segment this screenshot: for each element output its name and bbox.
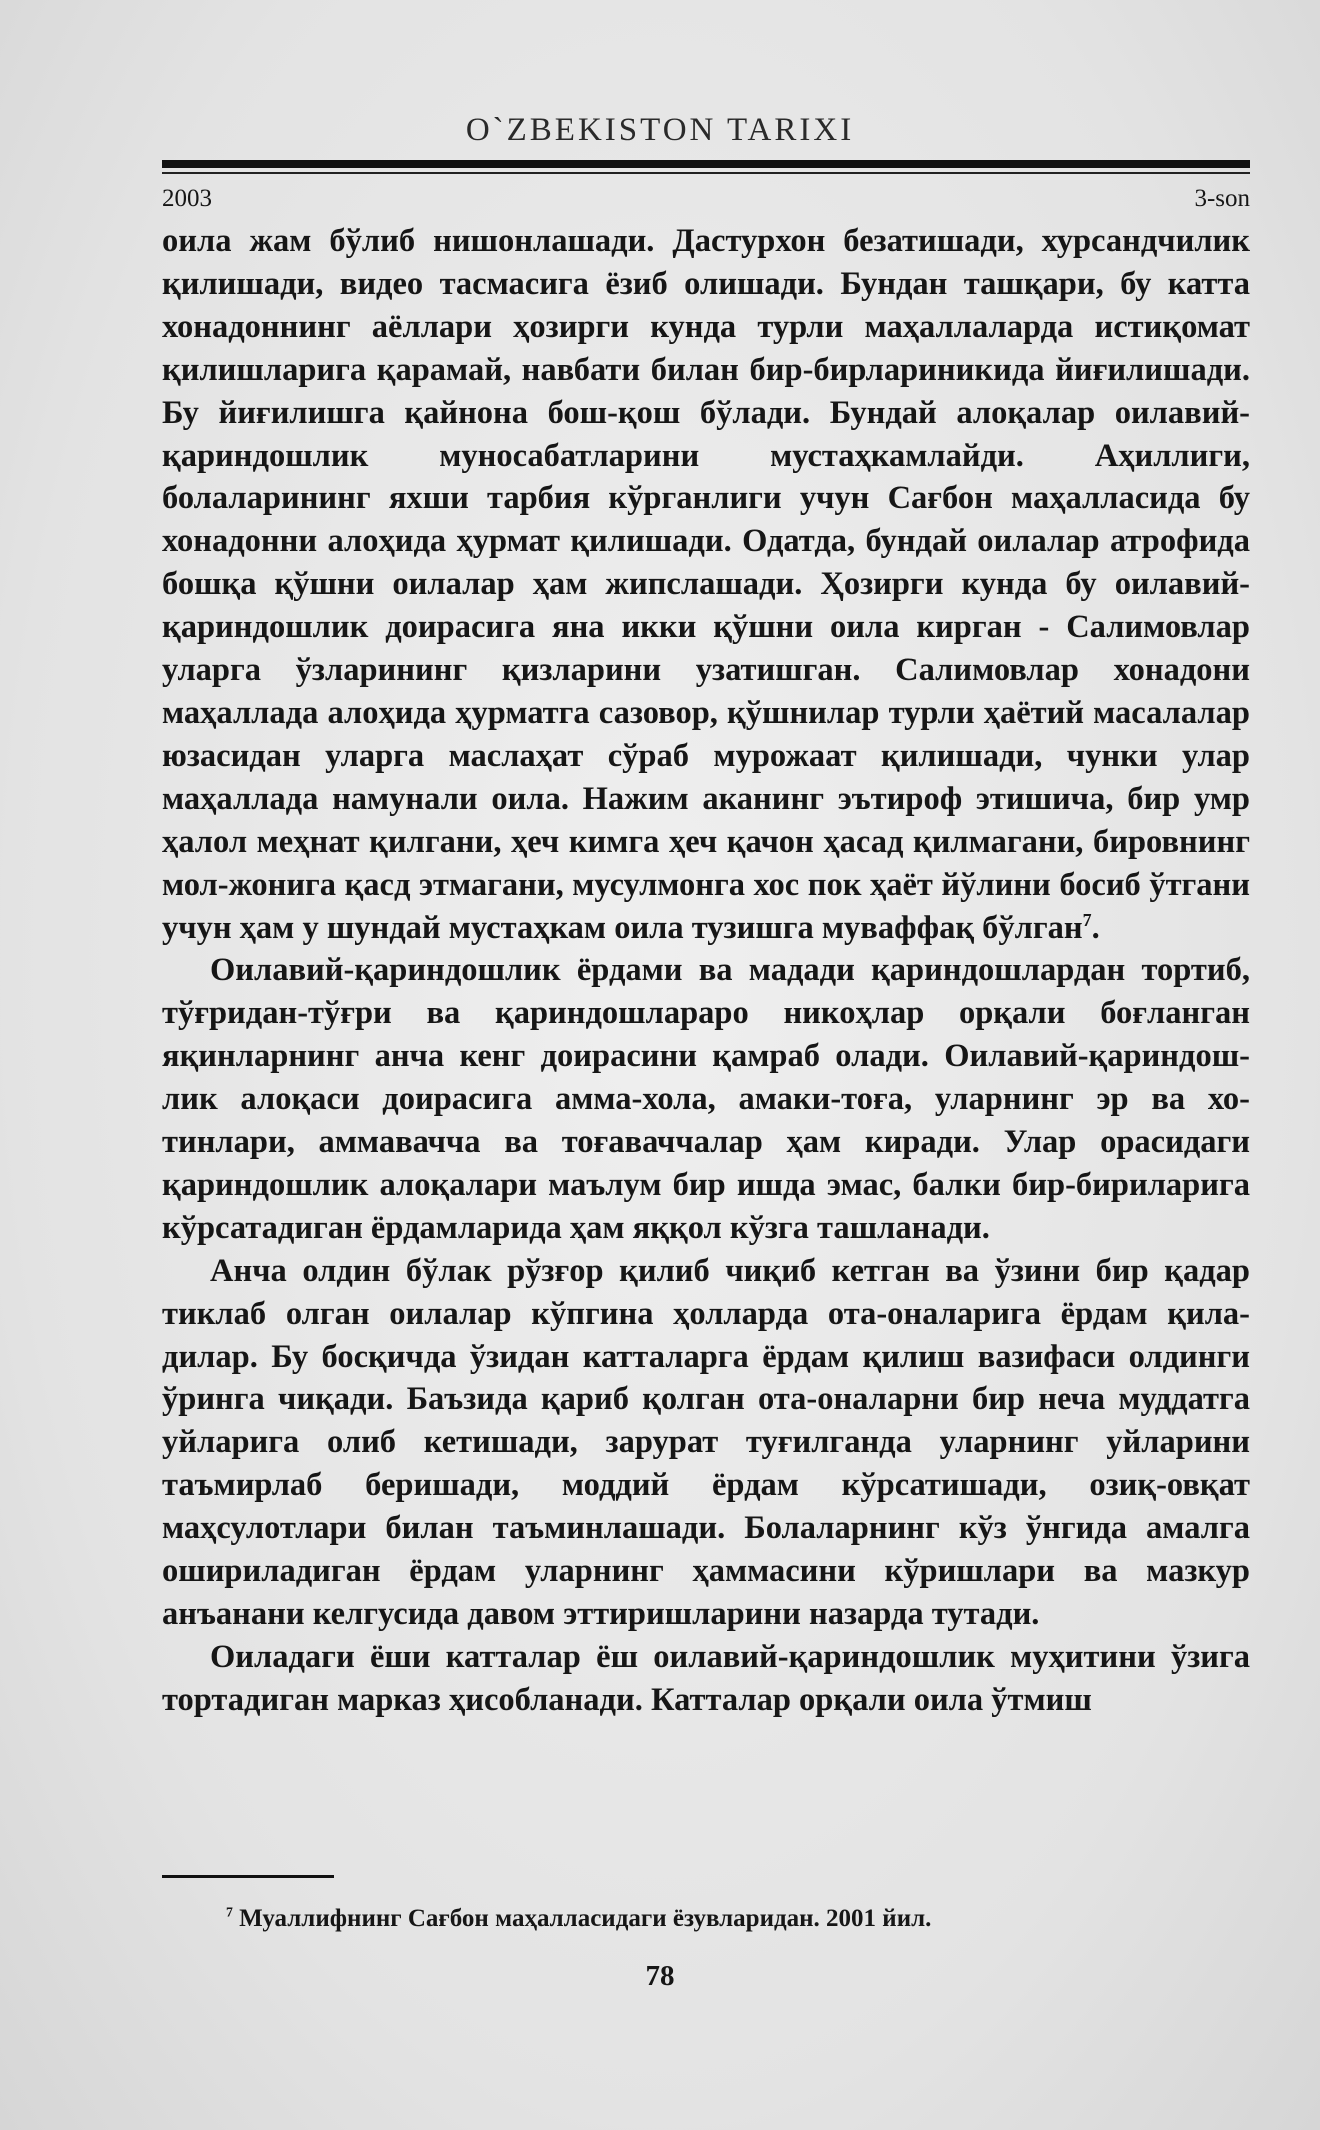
issue-number: 3-son <box>1194 185 1250 212</box>
issue-year: 2003 <box>162 185 212 212</box>
footnote-text: Муаллифнинг Сағбон маҳалласидаги ёзувларидан. 2001 йил. <box>232 1905 932 1932</box>
footnote-marker: 7 <box>226 1904 233 1920</box>
paragraph-3: Анча олдин бўлак рўзғор қилиб чиқиб кетган ва ўзини бир қадар тиклаб олган оилалар кўпгина ҳолларда ота-оналарига ёрдам қиладилар. Бу босқичда ўзидан катталарга ёрдам қилиш вазифаси олдинги ўринга чиқади. Баъзида қариб қолган ота-оналарни бир неча муддатга уйларига олиб кетишади, зарурат туғилганда уларнинг уйларини таъмирлаб беришади, моддий ёрдам кўрсатишади, озиқ-овқат маҳсулотлари билан таъминлашади. Болаларнинг кўз ўнгида амалга ошириладиган ёрдам уларнинг ҳаммасини кўришлари ва мазкур анъанани келгусида давом эттиришларини назарда тутади. <box>162 1252 1250 1632</box>
footnote <box>226 1905 931 1933</box>
journal-title: O`ZBEKISTON TARIXI <box>465 112 855 148</box>
paragraph-1-text: оила жам бўлиб нишонлашади. Дастурхон безатишади, хурсандчилик қилишади, видео тасмасига ёзиб олишади. Бундан ташқари, бу катта хонадоннинг аёллари ҳозирги кунда турли маҳаллаларда истиқомат қилишларига қарамай, навбати билан бир-бирлариникида йиғилишади. Бу йиғилишга қайнона бош-қош бўлади. Бундай алоқалар оилавий-қариндошлик муносабатларини мустаҳкамлайди. Аҳиллиги, болаларининг яхши тарбия кўрганлиги учун Сағбон маҳалласида бу хонадонни алоҳида ҳурмат қилишади. Одатда, бундай оилалар атрофида бошқа қўшни оилалар ҳам жипслашади. Ҳозирги кунда бу оилавий-қариндошлик доирасига яна икки қўшни оила кирган - Салимовлар уларга ўзларининг қизларини узатишган. Салимовлар хонадони маҳаллада алоҳида ҳурматга сазовор, қўшнилар турли ҳаётий масалалар юзасидан уларга маслаҳат сўраб мурожаат қилишади, чунки улар маҳаллада намунали оила. Нажим аканинг эътироф этишича, бир умр ҳалол меҳнат қилгани, ҳеч кимга ҳеч қачон ҳасад қилмагани, бировнинг мол-жонига қасд этмагани, мусулмонга хос пок ҳаёт йўлини босиб ўтгани учун ҳам у шундай мустаҳкам оила тузишга муваффақ бўлган <box>162 223 1250 946</box>
paragraph-1-end: . <box>1091 909 1100 946</box>
paragraph-1 <box>162 220 1250 949</box>
header-rule-thick <box>162 160 1250 168</box>
page-number: 78 <box>645 1960 675 1992</box>
paragraph-2: Оилавий-қариндошлик ёрдами ва мадади қариндошлардан тортиб, тўғридан-тўғри ва қариндошлараро никоҳлар орқали боғланган яқинларнинг анча кенг доирасини қамраб олади. Оилавий-қариндошлик алоқаси доирасига амма-хола, амаки-тоға, уларнинг эр ва хотинлари, аммавачча ва тоғаваччалар ҳам киради. Улар орасидаги қариндошлик алоқалари маълум бир ишда эмас, балки бир-бириларига кўрсатадиган ёрдамларида ҳам яққол кўзга ташланади. <box>162 952 1250 1246</box>
paragraph-4: Оиладаги ёши катталар ёш оилавий-қариндошлик муҳитини ўзига тортадиган марказ ҳисобланади. Катталар орқали оила ўтмиш <box>162 1638 1250 1718</box>
footnote-reference: 7 <box>1082 909 1092 930</box>
footnote-separator <box>162 1875 334 1878</box>
header-rule-thin <box>162 172 1250 174</box>
body-text <box>162 220 1250 1722</box>
